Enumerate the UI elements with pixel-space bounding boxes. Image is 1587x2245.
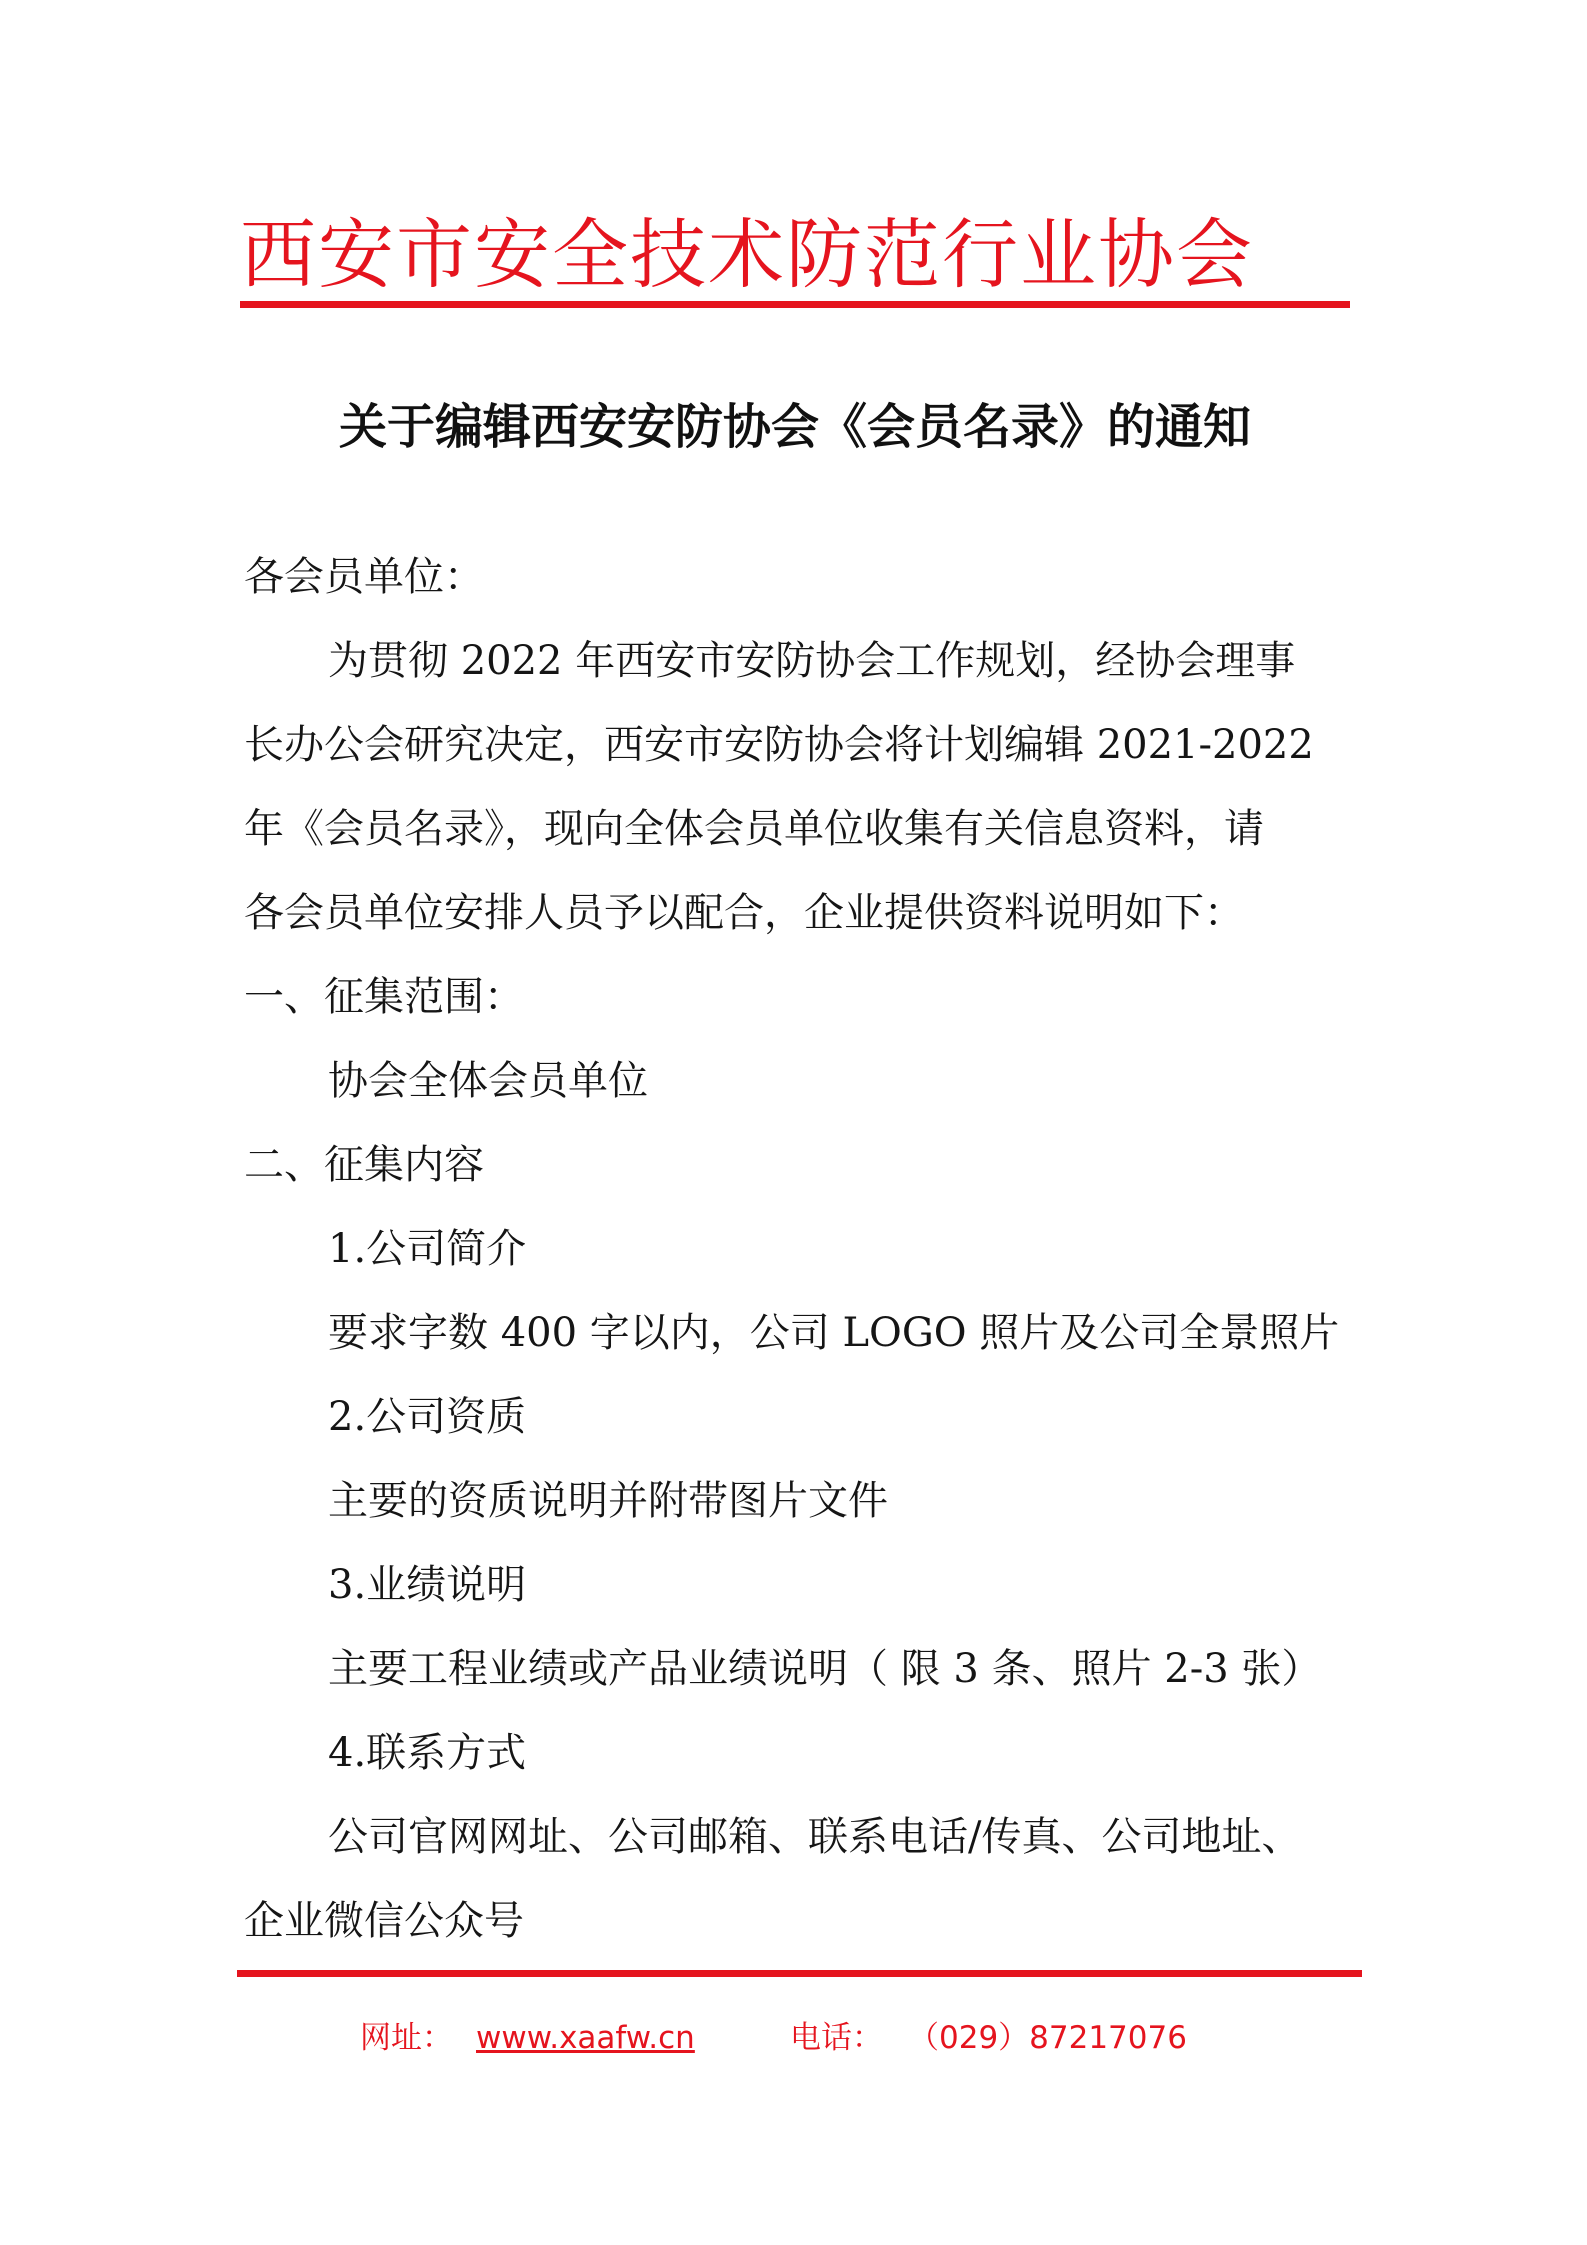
intro-line: 各会员单位安排人员予以配合，企业提供资料说明如下： [244, 890, 1244, 936]
content-item-title: 4.联系方式 [328, 1730, 527, 1776]
content-item-desc-continued: 企业微信公众号 [244, 1898, 524, 1944]
notice-title: 关于编辑西安安防协会《会员名录》的通知 [338, 399, 1251, 455]
header-divider [240, 301, 1350, 308]
website-link[interactable]: www.xaafw.cn [476, 2020, 695, 2056]
content-item-desc: 主要工程业绩或产品业绩说明（ 限 3 条、照片 2-3 张） [328, 1646, 1322, 1692]
footer-contact [360, 2010, 1260, 2066]
notice-body [244, 535, 1354, 1963]
organization-name: 西安市安全技术防范行业协会 [240, 210, 1254, 299]
intro-line: 年《会员名录》，现向全体会员单位收集有关信息资料，请 [244, 806, 1264, 852]
content-item-desc: 主要的资质说明并附带图片文件 [328, 1478, 888, 1524]
website-label: 网址： [360, 2020, 453, 2056]
section-heading-content: 二、征集内容 [244, 1142, 484, 1188]
content-item-desc: 公司官网网址、公司邮箱、联系电话/传真、公司地址、 [328, 1814, 1302, 1860]
phone-label: 电话： [790, 2020, 883, 2056]
content-item-desc: 要求字数 400 字以内，公司 LOGO 照片及公司全景照片 [328, 1310, 1340, 1356]
section-heading-scope: 一、征集范围： [244, 974, 524, 1020]
intro-line: 为贯彻 2022 年西安市安防协会工作规划，经协会理事 [328, 638, 1296, 684]
section-scope-text: 协会全体会员单位 [328, 1058, 648, 1104]
footer-divider [237, 1970, 1362, 1977]
content-item-title: 3.业绩说明 [328, 1562, 527, 1608]
content-item-title: 2.公司资质 [328, 1394, 527, 1440]
salutation: 各会员单位： [244, 554, 484, 600]
phone-number: （029）87217076 [908, 2020, 1187, 2056]
content-item-title: 1.公司简介 [328, 1226, 527, 1272]
intro-line: 长办公会研究决定，西安市安防协会将计划编辑 2021-2022 [244, 722, 1314, 768]
